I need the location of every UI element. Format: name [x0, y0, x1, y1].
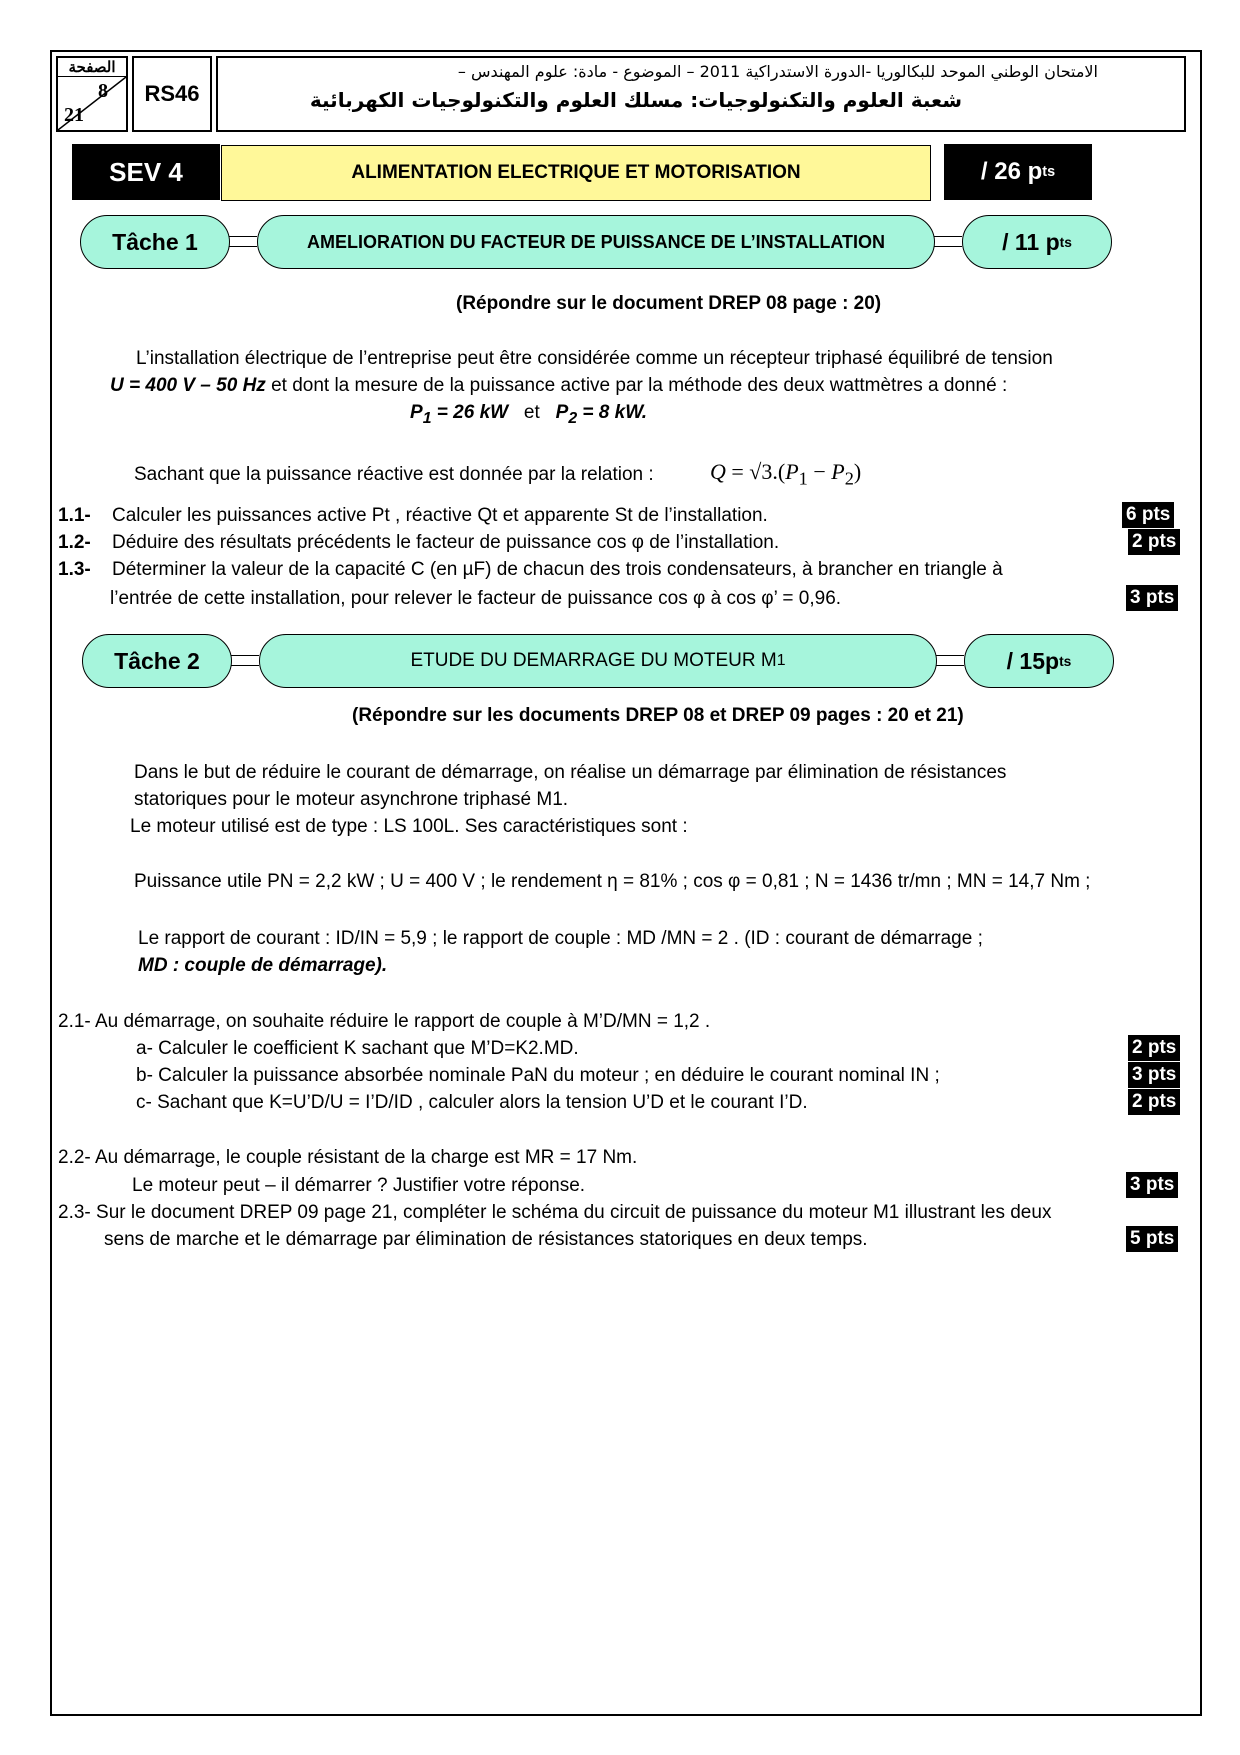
q1-3-text-line2: l’entrée de cette installation, pour relever le facteur de puissance cos φ à cos φ’ = 0,96. — [110, 588, 842, 609]
exam-title-box — [216, 56, 1186, 132]
q2-1-a-text: a- Calculer le coefficient K sachant que M’D=K2.MD. — [136, 1038, 579, 1059]
sev-points: / 26 p ts — [944, 144, 1092, 200]
task1-label: Tâche 1 — [80, 215, 230, 269]
task2-connector-right — [936, 655, 964, 666]
page-label: الصفحة — [58, 58, 126, 77]
exam-title-line2: شعبة العلوم والتكنولوجيات: مسلك العلوم والتكنولوجيات الكهربائية — [309, 88, 962, 112]
q2-3-points: 5 pts — [1126, 1226, 1178, 1252]
task1-measurements: $P_1 = 26$ kW et $P_2 = 8$ kW. — [410, 402, 647, 427]
q2-1-c-text: c- Sachant que K=U’D/U = I’D/ID , calculer alors la tension U’D et le courant I’D. — [136, 1092, 808, 1113]
q2-1-b-points: 3 pts — [1128, 1062, 1180, 1088]
ratio-line1: Le rapport de courant : ID/IN = 5,9 ; le rapport de couple : MD /MN = 2 . (ID : courant de démarrage ; — [138, 928, 983, 949]
task1-connector-right — [934, 236, 962, 247]
task1-points: / 11 p ts — [962, 215, 1112, 269]
task2-points: / 15p ts — [964, 634, 1114, 688]
q1-1-number: 1.1- — [58, 505, 91, 526]
q1-3-number: 1.3- — [58, 559, 91, 580]
q1-3-points: 3 pts — [1126, 585, 1178, 611]
sev-title: ALIMENTATION ELECTRIQUE ET MOTORISATION — [221, 145, 931, 201]
subject-code: RS46 — [132, 56, 212, 132]
sev-label: SEV 4 — [72, 144, 220, 200]
task2-title: ETUDE DU DEMARRAGE DU MOTEUR M 1 — [259, 634, 937, 688]
q2-1-a-points: 2 pts — [1128, 1035, 1180, 1061]
q2-3-text-line2: sens de marche et le démarrage par élimination de résistances statoriques en deux temps. — [104, 1229, 868, 1250]
q2-2-points: 3 pts — [1126, 1172, 1178, 1198]
q1-1-text: Calculer les puissances active Pt , réactive Qt et apparente St de l’installation. — [112, 505, 768, 526]
motor-specs: Puissance utile PN = 2,2 kW ; U = 400 V ; le rendement η = 81% ; cos φ = 0,81 ; N = 1436 tr/mn ; MN = 14,7 Nm ; — [134, 871, 1091, 892]
task2-connector-left — [231, 655, 259, 666]
reactive-power-formula: $Q = √3.(P_1 - P_2)$ — [710, 459, 862, 489]
q1-2-number: 1.2- — [58, 532, 91, 553]
q2-1-c-points: 2 pts — [1128, 1089, 1180, 1115]
task2-intro-line3: Le moteur utilisé est de type : LS 100L. Ses caractéristiques sont : — [130, 816, 688, 837]
q1-2-points: 2 pts — [1128, 529, 1180, 555]
relation-text: Sachant que la puissance réactive est donnée par la relation : — [134, 464, 654, 485]
task1-intro-line2: U = 400 V – 50 Hz et dont la mesure de la puissance active par la méthode des deux wattmètres a donné : — [110, 375, 1008, 396]
task1-title: AMELIORATION DU FACTEUR DE PUISSANCE DE L’INSTALLATION — [257, 215, 935, 269]
q1-1-points: 6 pts — [1122, 502, 1174, 528]
task1-connector-left — [229, 236, 257, 247]
task1-intro-line1: L’installation électrique de l’entreprise peut être considérée comme un récepteur triphasé équilibré de tension — [136, 348, 1053, 369]
page-total: 21 — [64, 104, 84, 126]
q2-1-b-text: b- Calculer la puissance absorbée nominale PaN du moteur ; en déduire le courant nominal IN ; — [136, 1065, 940, 1086]
task2-intro-line2: statoriques pour le moteur asynchrone triphasé M1. — [134, 789, 569, 810]
q2-1-text: 2.1- Au démarrage, on souhaite réduire le rapport de couple à M’D/MN = 1,2 . — [58, 1011, 711, 1032]
page-current: 8 — [98, 80, 108, 102]
task2-intro-line1: Dans le but de réduire le courant de démarrage, on réalise un démarrage par élimination de résistances — [134, 762, 1007, 783]
ratio-line2: MD : couple de démarrage). — [138, 955, 388, 976]
task2-label: Tâche 2 — [82, 634, 232, 688]
exam-title-line1: الامتحان الوطني الموحد للبكالوريا -الدورة الاستدراكية 2011 – الموضوع - مادة: علوم المهندس – — [457, 62, 1098, 81]
q2-3-text-line1: 2.3- Sur le document DREP 09 page 21, compléter le schéma du circuit de puissance du moteur M1 illustrant les deux — [58, 1202, 1052, 1223]
q2-2-text-line2: Le moteur peut – il démarrer ? Justifier votre réponse. — [132, 1175, 586, 1196]
task1-answer-note: (Répondre sur le document DREP 08 page : 20) — [456, 293, 882, 314]
task2-answer-note: (Répondre sur les documents DREP 08 et DREP 09 pages : 20 et 21) — [352, 705, 964, 726]
q2-2-text-line1: 2.2- Au démarrage, le couple résistant de la charge est MR = 17 Nm. — [58, 1147, 638, 1168]
q1-3-text-line1: Déterminer la valeur de la capacité C (en µF) de chacun des trois condensateurs, à brancher en triangle à — [112, 559, 1003, 580]
page-number-box — [56, 56, 128, 132]
q1-2-text: Déduire des résultats précédents le facteur de puissance cos φ de l’installation. — [112, 532, 780, 553]
